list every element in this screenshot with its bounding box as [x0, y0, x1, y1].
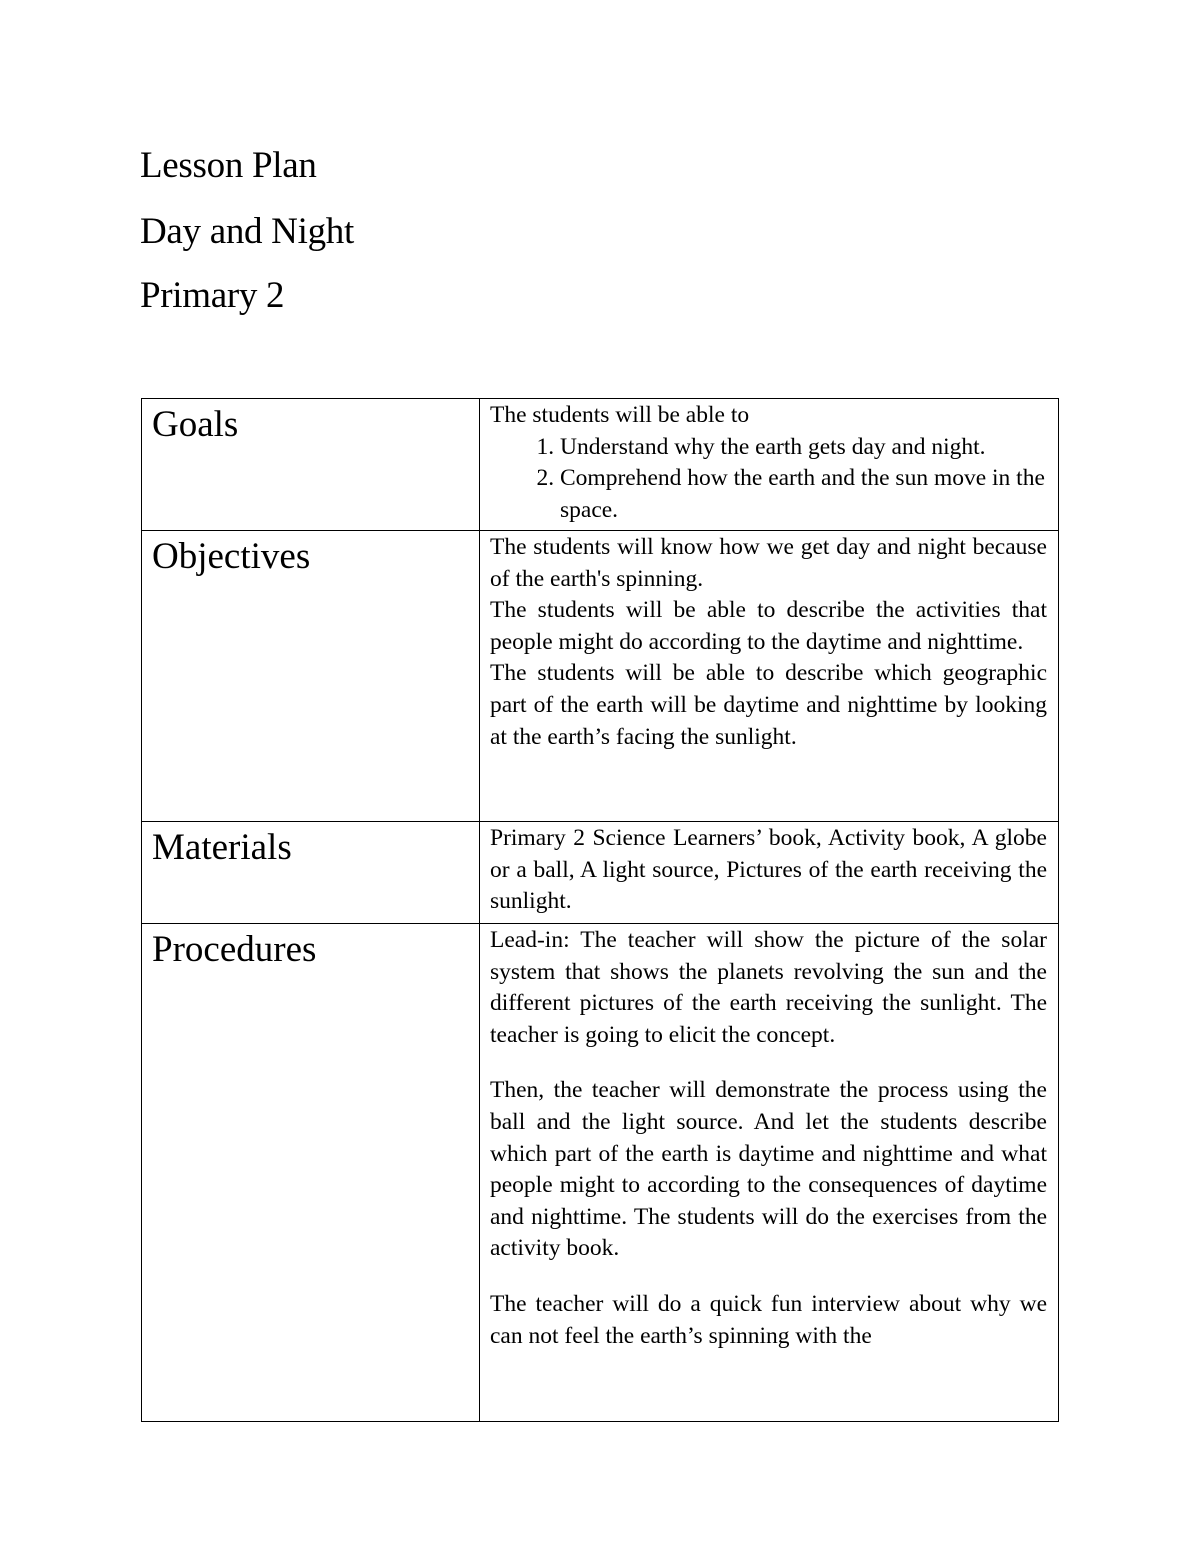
goals-content: [480, 399, 1059, 531]
materials-text: Primary 2 Science Learners’ book, Activity book, A globe or a ball, A light source, Pictures of the earth receiving the sunlight.: [490, 825, 1047, 915]
procedure-paragraph: Lead-in: The teacher will show the picture of the solar system that shows the planets revolving the sun and the different pictures of the earth receiving the sunlight. The teacher is going to elicit the concept.: [490, 927, 1047, 1048]
procedures-row: [142, 924, 1059, 1422]
lesson-topic: Day and Night: [140, 211, 354, 252]
lesson-plan-table: [141, 398, 1059, 1422]
procedure-paragraph: The teacher will do a quick fun interview about why we can not feel the earth’s spinning with the: [490, 1290, 1047, 1349]
objectives-content: [480, 531, 1059, 822]
procedures-label: Procedures: [142, 924, 480, 1422]
procedures-content: [480, 924, 1059, 1422]
objectives-label: Objectives: [142, 531, 480, 822]
goal-item: 2. Comprehend how the earth and the sun move in the space.: [560, 463, 1047, 526]
goals-row: [142, 399, 1059, 531]
materials-row: [142, 822, 1059, 924]
materials-content: [480, 822, 1059, 924]
objective-paragraph: The students will be able to describe the activities that people might do according to the daytime and nighttime.: [490, 597, 1047, 655]
objective-paragraph: The students will be able to describe which geographic part of the earth will be daytime and nighttime by looking at the earth’s facing the sunlight.: [490, 660, 1047, 750]
grade-level: Primary 2: [140, 275, 285, 316]
goals-intro: The students will be able to: [490, 402, 750, 428]
materials-label: Materials: [142, 822, 480, 924]
objective-paragraph: The students will know how we get day and night because of the earth's spinning.: [490, 534, 1047, 592]
objectives-row: [142, 531, 1059, 822]
goals-list: [490, 432, 1047, 527]
procedure-paragraph: Then, the teacher will demonstrate the process using the ball and the light source. And let the students describe which part of the earth is daytime and nighttime and what people might to according to the consequences of daytime and nighttime. The students will do the exercises from the activity book.: [490, 1077, 1047, 1262]
goal-item: 1. Understand why the earth gets day and night.: [560, 432, 1047, 464]
goals-label: Goals: [142, 399, 480, 531]
document-title: Lesson Plan: [140, 145, 317, 186]
